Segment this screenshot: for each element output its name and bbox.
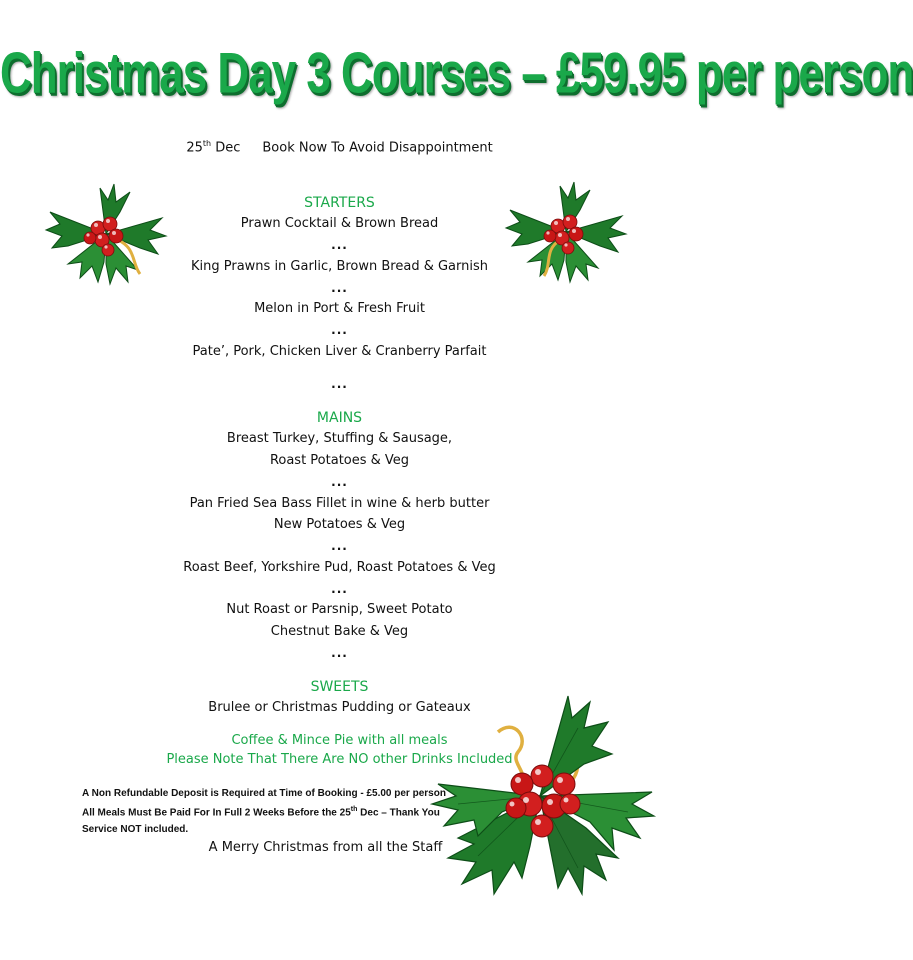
starter-item: Prawn Cocktail & Brown Bread (240, 216, 439, 231)
main-item: Roast Potatoes & Veg (269, 453, 410, 468)
date-month: Dec (215, 140, 241, 156)
deposit-note: A Non Refundable Deposit is Required at Time of Booking - £5.00 per person (82, 788, 446, 799)
coffee-note: Coffee & Mince Pie with all meals (231, 733, 448, 748)
separator: ... (331, 582, 348, 596)
starter-item: Melon in Port & Fresh Fruit (254, 301, 425, 316)
main-item: Breast Turkey, Stuffing & Sausage, (226, 431, 453, 446)
date-day: 25 (186, 140, 203, 156)
date-line (0, 139, 679, 155)
separator: ... (331, 377, 348, 391)
payment-suffix: th (350, 806, 358, 813)
holly-top-left (40, 178, 172, 290)
service-note: Service NOT included. (82, 824, 189, 835)
starter-item: Pate’, Pork, Chicken Liver & Cranberry Parfait (192, 344, 487, 359)
separator: ... (331, 323, 348, 337)
booking-text: Book Now To Avoid Disappointment (262, 140, 493, 156)
separator: ... (331, 281, 348, 295)
sweets-items: Brulee or Christmas Pudding or Gateaux (208, 700, 471, 715)
event-date (186, 139, 240, 155)
payment-text-end: Dec – Thank You (357, 807, 440, 819)
main-item: Chestnut Bake & Veg (270, 624, 409, 639)
payment-note (82, 806, 440, 818)
main-item: Pan Fried Sea Bass Fillet in wine & herb butter (189, 496, 490, 511)
drinks-note: Please Note That There Are NO other Drinks Included (166, 752, 513, 767)
main-item: Nut Roast or Parsnip, Sweet Potato (226, 602, 453, 617)
page-title: Christmas Day 3 Courses – £59.95 per person (0, 42, 913, 106)
separator: ... (331, 539, 348, 553)
main-item: New Potatoes & Veg (273, 517, 406, 532)
separator: ... (331, 238, 348, 252)
starter-item: King Prawns in Garlic, Brown Bread & Garnish (190, 259, 488, 274)
payment-text: All Meals Must Be Paid For In Full 2 Weeks Before the 25 (82, 807, 351, 819)
closing-message: A Merry Christmas from all the Staff (208, 840, 443, 855)
date-suffix: th (202, 139, 212, 148)
mains-heading: MAINS (316, 410, 363, 426)
sweets-heading: SWEETS (310, 679, 369, 695)
main-item: Roast Beef, Yorkshire Pud, Roast Potatoes & Veg (183, 560, 496, 575)
separator: ... (331, 646, 348, 660)
starters-heading: STARTERS (304, 195, 375, 211)
holly-top-right (500, 176, 632, 288)
separator: ... (331, 475, 348, 489)
holly-bottom-right (418, 688, 658, 906)
